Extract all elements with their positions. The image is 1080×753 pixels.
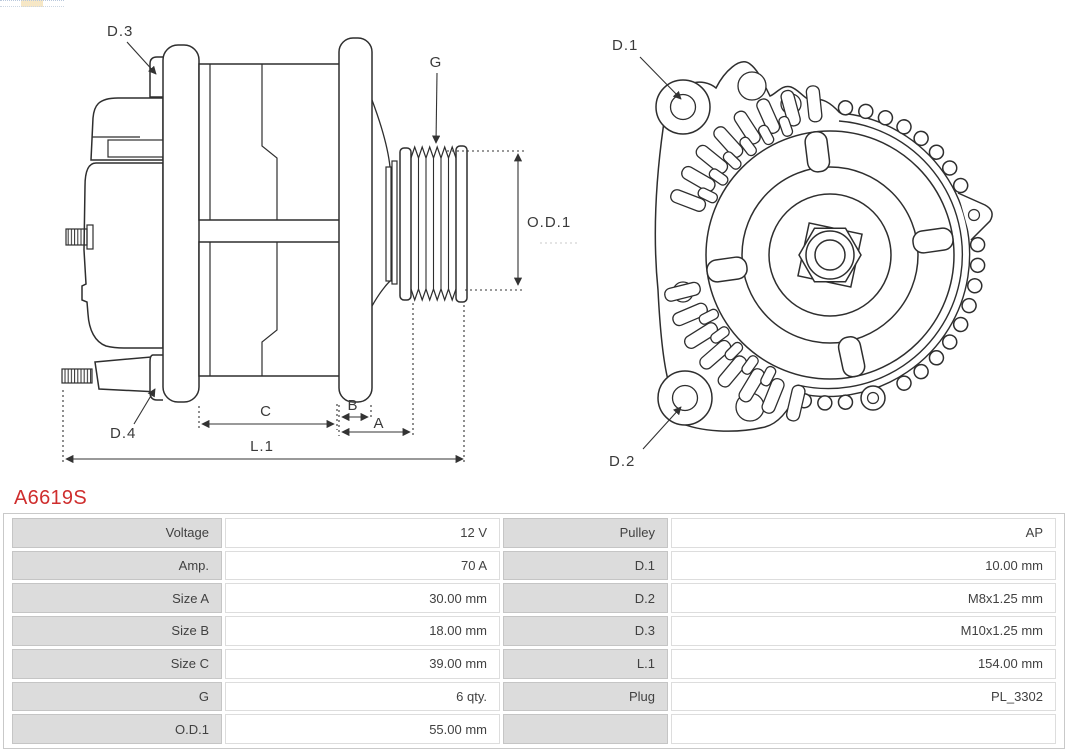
spec-value: AP: [671, 518, 1056, 548]
spec-value: PL_3302: [671, 682, 1056, 712]
spec-label: D.3: [503, 616, 668, 646]
spec-table: [3, 513, 1065, 749]
spec-label: [503, 714, 668, 744]
spec-label: L.1: [503, 649, 668, 679]
spec-label: Size B: [12, 616, 222, 646]
spec-value: 55.00 mm: [225, 714, 500, 744]
spec-value: 6 qty.: [225, 682, 500, 712]
dim-label-d2: D.2: [609, 453, 636, 470]
dim-label-d1: D.1: [612, 37, 639, 54]
spec-value: [671, 714, 1056, 744]
spec-label: D.2: [503, 583, 668, 613]
spec-label: Pulley: [503, 518, 668, 548]
spec-value: 70 A: [225, 551, 500, 581]
dim-label-l1: L.1: [250, 438, 274, 455]
spec-label: G: [12, 682, 222, 712]
spec-value: M8x1.25 mm: [671, 583, 1056, 613]
spec-label: D.1: [503, 551, 668, 581]
spec-value: 18.00 mm: [225, 616, 500, 646]
spec-value: 154.00 mm: [671, 649, 1056, 679]
side-view-drawing: [62, 38, 467, 402]
dim-label-d4: D.4: [110, 425, 137, 442]
spec-label: Size C: [12, 649, 222, 679]
front-view-drawing: [655, 62, 992, 431]
spec-label: Size A: [12, 583, 222, 613]
spec-label: Amp.: [12, 551, 222, 581]
dim-label-d3: D.3: [107, 23, 134, 40]
spec-value: 10.00 mm: [671, 551, 1056, 581]
dim-label-c: C: [260, 403, 272, 420]
spec-value: 39.00 mm: [225, 649, 500, 679]
dim-label-b: B: [347, 397, 359, 414]
dim-label-g: G: [429, 54, 443, 71]
spec-value: M10x1.25 mm: [671, 616, 1056, 646]
spec-label: Voltage: [12, 518, 222, 548]
spec-label: O.D.1: [12, 714, 222, 744]
dim-label-a: A: [373, 415, 385, 432]
part-number-heading: A6619S: [14, 487, 87, 509]
spec-value: 12 V: [225, 518, 500, 548]
spec-value: 30.00 mm: [225, 583, 500, 613]
spec-label: Plug: [503, 682, 668, 712]
dim-label-od1: O.D.1: [527, 214, 572, 231]
